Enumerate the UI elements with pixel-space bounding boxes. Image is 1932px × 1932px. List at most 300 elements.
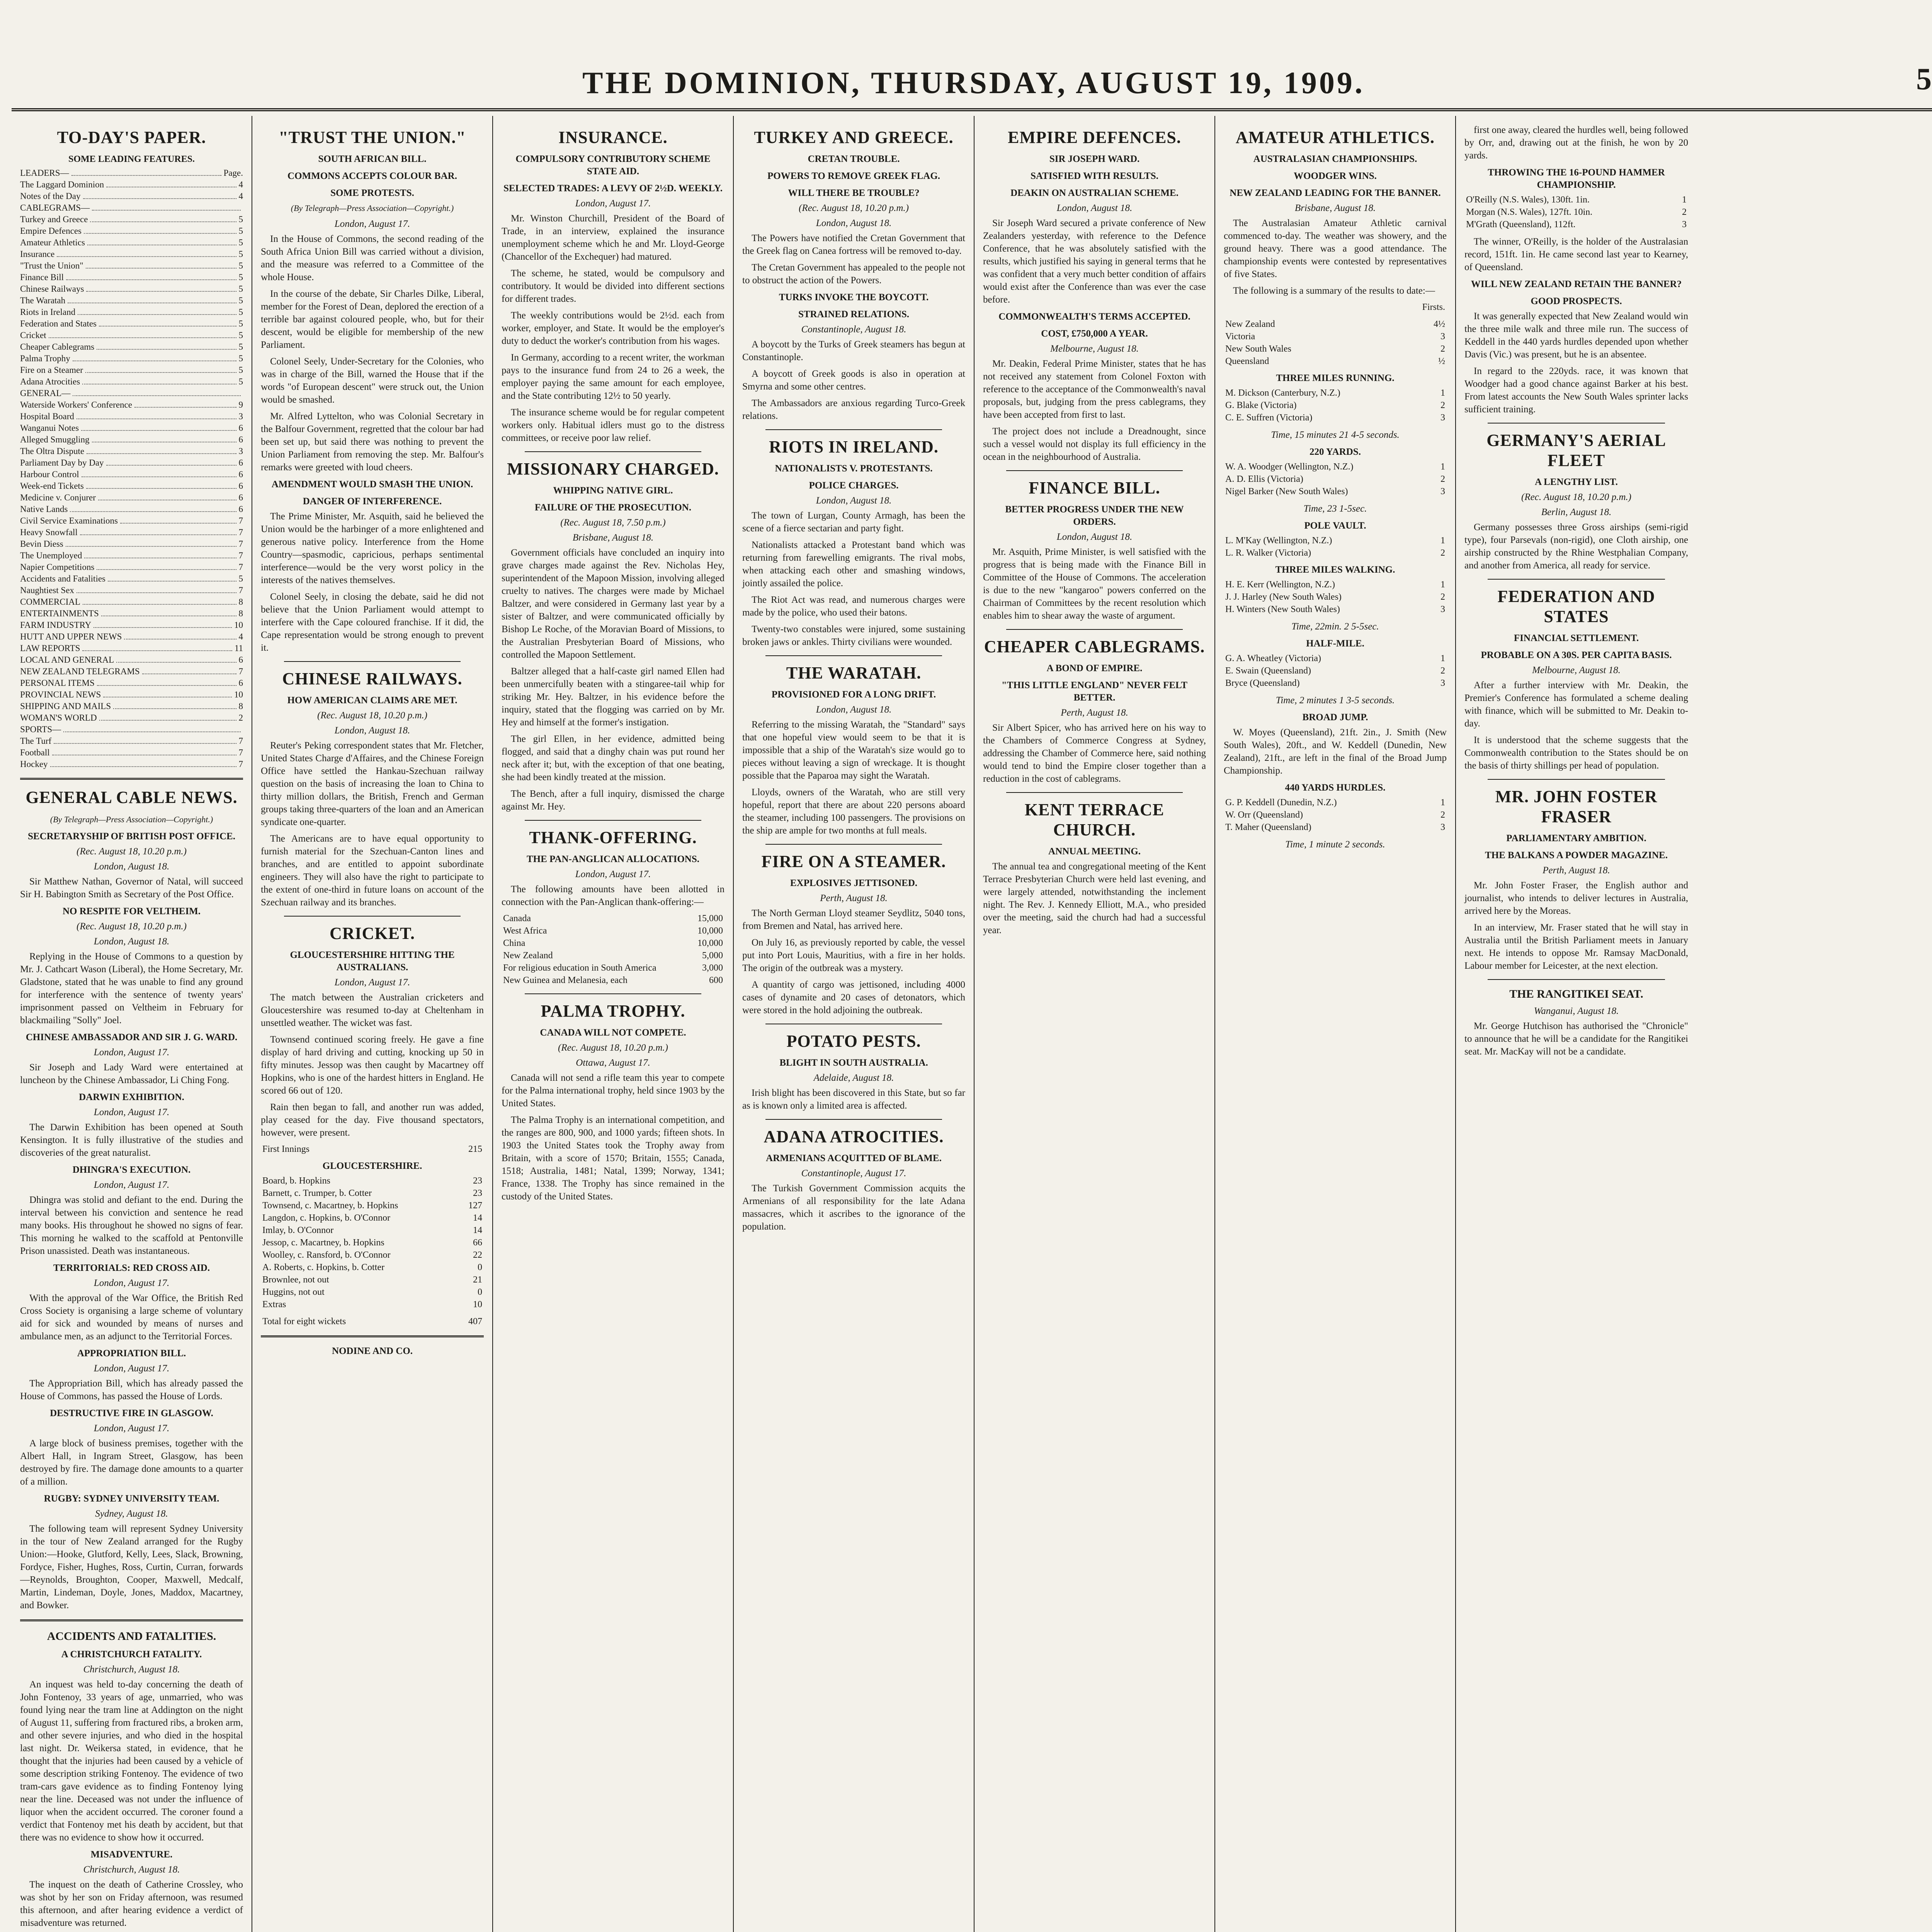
innings-score: 215 [468, 1144, 482, 1154]
contents-page: 6 [238, 435, 243, 444]
row-value: 4½ [1434, 319, 1445, 329]
contents-item [20, 759, 243, 770]
row-label: Huggins, not out [262, 1287, 325, 1297]
row-value: 3 [1440, 822, 1445, 832]
contents-label: Cheaper Cablegrams [20, 342, 95, 352]
row-value: 127 [468, 1201, 482, 1211]
aerial-fleet-heading: GERMANY'S AERIAL FLEET [1486, 431, 1666, 470]
row-label: A. Roberts, c. Hopkins, b. Cotter [262, 1262, 384, 1272]
dateline: Wanganui, August 18. [1534, 1006, 1619, 1016]
article-paragraph: The Australasian Amateur Athletic carnival commenced to-day. The weather was showery, and the ground heavy. There was a good attendance. The championship events were contested by representatives of five States. [1224, 218, 1447, 279]
article-paragraph: Government officials have concluded an inquiry into grave charges made against the Rev. Nicholas Hey, superintendent of the Mapoon Mission, involving alleged cruelty to natives. The charges were made by Michael Baltzer, and were considered in Germany last year by a sister of Baltzer, and were communicated officially by Bishop Le Roche, of the Moravian Board of Missions, to the Australian Presbyterian Board of Missions, who controlled the Mapoon Settlement. [502, 548, 724, 660]
row-label: For religious education in South America [503, 963, 656, 973]
story-heading: NO RESPITE FOR VELTHEIM. [62, 906, 201, 917]
event-heading: THROWING THE 16-POUND HAMMER CHAMPIONSHIP. [1488, 167, 1665, 190]
contents-label: CABLEGRAMS— [20, 203, 90, 213]
leader-dots [134, 399, 236, 408]
dateline: London, August 17. [94, 1047, 170, 1058]
contents-label: Waterside Workers' Conference [20, 400, 132, 410]
article-subheading: SOME PROTESTS. [330, 188, 414, 198]
article-subheading: EXPLOSIVES JETTISONED. [790, 878, 918, 888]
contents-label: SPORTS— [20, 724, 61, 734]
row-label: H. Winters (New South Wales) [1225, 604, 1340, 614]
table-row [1224, 677, 1447, 689]
article-paragraph: Reuter's Peking correspondent states that Mr. Fletcher, United States Charge d'Affaires, and the Chinese Foreign Office have settled the Hankau-Szechuan railway question on the basis of increasing the loan to China to thirty million dollars, the British, French and German groups taking three-quarters of the loan and an American syndicate one-quarter. [261, 740, 484, 827]
fire-steamer-heading: FIRE ON A STEAMER. [761, 852, 946, 871]
dateline: London, August 17. [94, 1107, 170, 1117]
dateline: London, August 18. [1056, 203, 1133, 213]
article-paragraph: The weekly contributions would be 2½d. each from worker, employer, and State. It would be the employer's duty to deduct the worker's contribution from his wages. [502, 310, 724, 346]
leader-dots [98, 492, 236, 500]
table-row [1224, 412, 1447, 424]
contents-item [20, 388, 243, 399]
cheaper-cablegrams-heading: CHEAPER CABLEGRAMS. [984, 637, 1205, 656]
row-label: Imlay, b. O'Connor [262, 1225, 334, 1235]
team-name: GLOUCESTERSHIRE. [322, 1161, 422, 1171]
received-line: (Rec. August 18, 10.20 p.m.) [77, 921, 187, 932]
article-paragraph: Nationalists attacked a Protestant band which was returning from farewelling emigrants. The rival mobs, when attacking each other and smashing windows, jointly assailed the police. [742, 540, 965, 588]
allocations-table [502, 912, 724, 986]
article-subheading: AUSTRALASIAN CHAMPIONSHIPS. [1253, 154, 1417, 164]
column-5 [975, 116, 1215, 1932]
row-value: 1 [1440, 536, 1445, 546]
event-time: Time, 22min. 2 5-5sec. [1291, 621, 1379, 632]
row-value: 2 [1682, 207, 1687, 217]
contents-page: 5 [238, 377, 243, 386]
contents-page: 5 [238, 249, 243, 259]
innings-label: First Innings [262, 1144, 310, 1154]
article-paragraph: The scheme, he stated, would be compulsory and contributory. It would be divided into different sections for different trades. [502, 268, 724, 304]
contents-item [20, 260, 243, 272]
leader-dots [82, 376, 236, 384]
row-value: 66 [473, 1238, 482, 1248]
contents-item [20, 619, 243, 631]
contents-page: 5 [238, 214, 243, 224]
divider [1006, 470, 1183, 471]
total-label: Total for eight wickets [262, 1316, 346, 1327]
contents-label: Alleged Smuggling [20, 435, 90, 444]
event-heading: HALF-MILE. [1306, 638, 1364, 649]
contents-page: 6 [238, 504, 243, 514]
contents-page: 8 [238, 701, 243, 711]
contents-label: HUTT AND UPPER NEWS [20, 632, 122, 641]
contents-page: 6 [238, 493, 243, 502]
table-row [502, 974, 724, 986]
divider [1488, 779, 1665, 780]
leader-dots [50, 759, 236, 767]
row-label: L. R. Walker (Victoria) [1225, 548, 1311, 558]
dateline: Perth, August 18. [1543, 865, 1610, 876]
contents-page: 5 [238, 365, 243, 375]
innings-total [261, 1143, 484, 1155]
divider [525, 820, 701, 821]
table-row [261, 1298, 484, 1311]
row-label: J. J. Harley (New South Wales) [1225, 592, 1342, 602]
divider [765, 844, 942, 845]
contents-page: 5 [238, 261, 243, 270]
dateline: London, August 17. [334, 219, 410, 229]
article-paragraph: Mr. Asquith, Prime Minister, is well satisfied with the progress that is being made with the Finance Bill in Committee of the House of Commons. The acceleration is due to the new "kangaroo" powers conferred on the Chairman of Committees by the recent resolution which enables him to shear away the waste of argument. [983, 547, 1206, 621]
leader-dots [81, 422, 236, 431]
leader-dots [82, 469, 236, 477]
riots-heading: RIOTS IN IRELAND. [769, 437, 939, 456]
contents-item [20, 596, 243, 608]
row-label: West Africa [503, 926, 547, 936]
contents-page: 3 [238, 412, 243, 421]
article-paragraph: The girl Ellen, in her evidence, admitted being flogged, and said that a dinghy chain was put round her neck after it; but, with the exception of that one beating, she had been kindly treated at the mission. [502, 734, 724, 782]
contents-label: Notes of the Day [20, 191, 81, 201]
article-subheading: SOUTH AFRICAN BILL. [318, 154, 427, 164]
column-1 [12, 116, 252, 1932]
article-body [983, 546, 1206, 622]
row-value: 600 [709, 975, 723, 985]
leader-dots [70, 503, 236, 512]
contents-page: 5 [238, 296, 243, 305]
story-heading: DESTRUCTIVE FIRE IN GLASGOW. [50, 1408, 213, 1418]
contents-label: The Waratah [20, 296, 66, 305]
article-paragraph: In the course of the debate, Sir Charles Dilke, Liberal, member for the Forest of Dean, deplored the erection of a terrible bar against coloured people, who, but for their descent, would be eligible for membership of the new Parliament. [261, 289, 484, 350]
leader-dots [77, 585, 236, 593]
event-heading: 440 YARDS HURDLES. [1285, 782, 1386, 793]
row-label: Victoria [1225, 332, 1255, 342]
contents-item [20, 747, 243, 759]
contents-item [20, 364, 243, 376]
article-paragraph: The match between the Australian cricketers and Gloucestershire was resumed to-day at Cheltenham in unsettled weather. The wicket was fast. [261, 992, 484, 1028]
story-heading: SECRETARYSHIP OF BRITISH POST OFFICE. [28, 831, 235, 842]
table-row [502, 949, 724, 962]
received-line: (Rec. August 18, 10.20 p.m.) [77, 846, 187, 857]
contents-item [20, 295, 243, 306]
divider [284, 916, 461, 917]
contents-item [20, 318, 243, 330]
leader-dots [78, 306, 236, 315]
column-7 [1456, 116, 1697, 1932]
dateline: London, August 18. [816, 704, 892, 715]
article-paragraph: The Prime Minister, Mr. Asquith, said he believed the Union would be the harbinger of a more enlightened and generous native policy. Interference from the Home Country—spasmodic, capricious, perhaps sentimental interference—would be the very worst policy in the interests of the natives themselves. [261, 511, 484, 585]
article-subheading: PARLIAMENTARY AMBITION. [1506, 833, 1646, 844]
article-paragraph: The Ambassadors are anxious regarding Turco-Greek relations. [742, 398, 965, 421]
contents-page: 9 [238, 400, 243, 410]
story-body: An inquest was held to-day concerning the death of John Fontenoy, 33 years of age, unmarried, who was found lying near the tram line at Addington on the night of August 11, suffering from fractured ribs, a broken arm, and other severe injuries, and who died in the hospital last night. Dr. Weikersa stated, in evidence, that he thought that the injuries had been caused by a vehicle of some description striking Fontenoy. The evidence of two tram-cars gave evidence as to finding Fontenoy lying near the line. Deceased was not under the influence of liquor when the accident occurred. The coroner found a verdict that Fontenoy met his death by accident, but that there was no evidence to show how it occurred. [20, 1679, 243, 1843]
contents-label: Week-end Tickets [20, 481, 84, 491]
row-label: Board, b. Hopkins [262, 1176, 330, 1186]
cricket-heading: CRICKET. [329, 924, 415, 943]
dateline: London, August 17. [575, 198, 651, 209]
turkey-greece-heading: TURKEY AND GREECE. [754, 128, 954, 147]
row-label: Barnett, c. Trumper, b. Cotter [262, 1188, 372, 1198]
leader-dots [90, 214, 236, 222]
article-paragraph: Baltzer alleged that a half-caste girl named Ellen had been unmercifully beaten with a stingaree-tail whip for striking Mr. Hey. Baltzer, in his evidence before the inquiry, stated that the flogging was carried on by Mr. Hey and himself at the former's instigation. [502, 666, 724, 728]
dateline: London, August 17. [94, 1180, 170, 1190]
event-heading: THREE MILES WALKING. [1275, 565, 1395, 575]
contents-label: The Oltra Dispute [20, 446, 85, 456]
contents-label: Adana Atrocities [20, 377, 80, 386]
contents-page: 6 [238, 469, 243, 479]
row-value: 1 [1440, 798, 1445, 808]
contents-page: 6 [238, 678, 243, 688]
dateline: Constantinople, August 18. [801, 324, 906, 335]
article-body [983, 721, 1206, 785]
story-heading: DHINGRA'S EXECUTION. [72, 1165, 191, 1175]
todays-paper-heading: TO-DAY'S PAPER. [57, 128, 206, 147]
contents-page: 5 [238, 354, 243, 363]
potato-pests-heading: POTATO PESTS. [786, 1032, 921, 1051]
table-row [1224, 547, 1447, 559]
story-body: The Darwin Exhibition has been opened at South Kensington. It is fully illustrative of the studies and discoveries of the great naturalist. [20, 1122, 243, 1158]
contents-item [20, 283, 243, 295]
article-paragraph: A boycott by the Turks of Greek steamers has begun at Constantinople. [742, 339, 965, 362]
article-paragraph: A quantity of cargo was jettisoned, including 4000 cases of dynamite and 20 cases of detonators, which were stored in the hold adjoining the outbreak. [742, 980, 965, 1015]
contents-label: Fire on a Steamer [20, 365, 83, 375]
leader-dots [99, 712, 236, 721]
received-line: (Rec. August 18, 10.20 p.m.) [1521, 492, 1631, 502]
event-heading: BROAD JUMP. [1302, 712, 1368, 723]
contents-page: 5 [238, 284, 243, 294]
dateline: Sydney, August 18. [95, 1509, 168, 1519]
row-value: 2 [1440, 344, 1445, 354]
article-subheading: STRAINED RELATIONS. [798, 309, 910, 320]
contents-page: 4 [238, 632, 243, 641]
amateur-athletics-heading: AMATEUR ATHLETICS. [1235, 128, 1435, 147]
masthead-rule [12, 108, 1932, 111]
contents-page: 5 [238, 272, 243, 282]
divider [1006, 629, 1183, 630]
article-subheading: DANGER OF INTERFERENCE. [303, 496, 442, 507]
contents-page: 11 [234, 643, 243, 653]
row-label: Brownlee, not out [262, 1275, 329, 1285]
dateline: Christchurch, August 18. [83, 1864, 180, 1875]
masthead [0, 0, 1932, 116]
article-subheading: SELECTED TRADES: A LEVY OF 2½D. WEEKLY. [503, 183, 723, 194]
row-label: Nigel Barker (New South Wales) [1225, 486, 1348, 497]
dateline: London, August 18. [816, 218, 892, 228]
table-row [502, 912, 724, 925]
row-label: M. Dickson (Canterbury, N.Z.) [1225, 388, 1340, 398]
article-subheading: POWERS TO REMOVE GREEK FLAG. [767, 171, 940, 181]
dateline: London, August 18. [94, 861, 170, 872]
row-label: L. M'Kay (Wellington, N.Z.) [1225, 536, 1332, 546]
article-paragraph: Germany possesses three Gross airships (semi-rigid type), four Parsevals (non-rigid), one Cloth airship, one airship constructed by the Rhine Westphalian Company, and another from America, all ready for service. [1464, 522, 1688, 571]
article-paragraph: In Germany, according to a recent writer, the workman pays to the insurance fund from 24 to 26 a week, the employer paying the same amount for each employee, and the State contributing 12½ to 50 yearly. [502, 352, 724, 401]
story-body: Replying in the House of Commons to a question by Mr. J. Cathcart Wason (Liberal), the Home Secretary, Mr. Gladstone, stated that he was unable to find any ground for interference with the sentence of twenty years' imprisonment passed on Veltheim in February for blackmailing "Solly" Joel. [20, 951, 243, 1026]
contents-page: 8 [238, 597, 243, 607]
event-results [1224, 796, 1447, 833]
general-cable-stories [20, 830, 243, 1612]
contents-page: 6 [238, 481, 243, 491]
divider [525, 993, 701, 994]
contents-label: COMMERCIAL [20, 597, 80, 607]
article-paragraph: Colonel Seely, in closing the debate, said he did not believe that the Union Parliament would attempt to interfere with the Cape coloured franchise. If it did, the Cape representation would be strong enough to prevent it. [261, 592, 484, 653]
table-row [1464, 218, 1688, 231]
row-value: 1 [1440, 388, 1445, 398]
table-row [1224, 534, 1447, 547]
divider [1488, 579, 1665, 580]
row-label: Langdon, c. Hopkins, b. O'Connor [262, 1213, 390, 1223]
article-body [261, 510, 484, 654]
contents-label: WOMAN'S WORLD [20, 713, 97, 723]
table-row [261, 1274, 484, 1286]
contents-page: 3 [238, 446, 243, 456]
table-row [1224, 485, 1447, 498]
leader-dots [68, 295, 236, 303]
leader-dots [54, 735, 236, 744]
todays-paper-subheading: SOME LEADING FEATURES. [68, 154, 195, 164]
event-time: Time, 1 minute 2 seconds. [1285, 839, 1385, 850]
table-row [261, 1249, 484, 1261]
article-subheading: COMPULSORY CONTRIBUTORY SCHEME STATE AID. [515, 154, 711, 177]
dateline: London, August 17. [94, 1423, 170, 1434]
table-row [261, 1187, 484, 1199]
story-body: A large block of business premises, together with the Albert Hall, in Ingram Street, Glasgow, has been destroyed by fire. The damage done amounts to a quarter of a million. [20, 1438, 243, 1487]
article-subheading: THE BALKANS A POWDER MAGAZINE. [1485, 850, 1668, 861]
article-subheading: WHIPPING NATIVE GIRL. [553, 485, 673, 496]
article-paragraph: Lloyds, owners of the Waratah, who are still very hopeful, report that there are about 220 persons aboard the steamer, including 100 passengers. The provisions on the ship are ample for two months at full meals. [742, 787, 965, 836]
story-heading: MISADVENTURE. [90, 1849, 173, 1860]
finance-bill-heading: FINANCE BILL. [1029, 478, 1160, 497]
article-body [742, 232, 965, 287]
nodine-advert: NODINE AND CO. [332, 1346, 413, 1356]
dateline: London, August 18. [1056, 532, 1133, 542]
leader-dots [73, 388, 241, 396]
contents-label: The Unemployed [20, 551, 82, 560]
article-paragraph: Mr. Deakin, Federal Prime Minister, states that he has not received any statement from Colonel Foxton with reference to the acceptance of the Commonwealth's naval proposals, but, judging from the press cablegrams, they have been accepted from first to last. [983, 359, 1206, 420]
leader-dots [86, 260, 236, 269]
story-body: The inquest on the death of Catherine Crossley, who was shot by her son on Friday afternoon, was resumed this afternoon, and after hearing evidence a verdict of misadventure was returned. [20, 1879, 243, 1928]
scorecard [261, 1175, 484, 1311]
table-row [1224, 330, 1447, 343]
leader-dots [85, 364, 236, 373]
contents-item [20, 411, 243, 422]
leader-dots [77, 411, 236, 419]
event-heading: THREE MILES RUNNING. [1276, 373, 1395, 383]
kent-terrace-heading: KENT TERRACE CHURCH. [1024, 800, 1165, 839]
article-paragraph: The annual tea and congregational meeting of the Kent Terrace Presbyterian Church were held last evening, and were largely attended, notwithstanding the inclement night. The Rev. J. Kennedy Elliott, M.A., who presided over the meeting, said the church had had a successful year. [983, 861, 1206, 935]
dateline: London, August 17. [94, 1363, 170, 1374]
article-subheading: ANNUAL MEETING. [1048, 846, 1141, 857]
article-paragraph: The Palma Trophy is an international competition, and the ranges are 800, 900, and 1000 yards; fifteen shots. In 1903 the United States took the Trophy away from Britain, with a score of 1570; Britain, 1555; Canada, 1518; Australia, 1481; Natal, 1399; Norway, 1341; France, 1338. The Trophy has since remained in the custody of the United States. [502, 1115, 724, 1202]
row-label: W. Orr (Queensland) [1225, 810, 1303, 820]
row-label: A. D. Ellis (Victoria) [1225, 474, 1303, 484]
article-body [742, 338, 965, 422]
contents-item [20, 724, 243, 735]
contents-page: 7 [238, 759, 243, 769]
article-subheading: PROBABLE ON A 30S. PER CAPITA BASIS. [1481, 650, 1672, 660]
dateline: London, August 17. [334, 977, 410, 988]
divider [525, 451, 701, 452]
article-paragraph: The following is a summary of the results to date:— [1233, 286, 1435, 296]
row-label: C. E. Suffren (Victoria) [1225, 413, 1313, 423]
row-label: New Zealand [503, 951, 553, 961]
table-row [1224, 473, 1447, 485]
article-subheading: HOW AMERICAN CLAIMS ARE MET. [287, 695, 457, 706]
contents-item [20, 666, 243, 677]
table-row [261, 1212, 484, 1224]
table-row [261, 1236, 484, 1249]
contents-page: 5 [238, 342, 243, 352]
contents-item [20, 341, 243, 353]
article-body [1464, 1020, 1688, 1058]
contents-item [20, 469, 243, 480]
article-paragraph: Colonel Seely, Under-Secretary for the Colonies, who was in charge of the Bill, warned the House that if the words "of European descent" were struck out, the Union would be smashed. [261, 356, 484, 405]
row-value: 3 [1440, 486, 1445, 497]
leader-dots [92, 202, 241, 211]
contents-item [20, 330, 243, 341]
leader-dots [84, 550, 236, 558]
contents-item [20, 538, 243, 550]
leader-dots [116, 654, 236, 663]
story-body: With the approval of the War Office, the British Red Cross Society is organising a large scheme of voluntary aid for sick and wounded by means of nurses and ambulance men, as an adjunct to the Territorial Forces. [20, 1293, 243, 1342]
leader-dots [142, 666, 236, 674]
story-body: Dhingra was stolid and defiant to the end. During the interval between his conviction and sentence he read many books. His throughout he showed no signs of fear. This morning he walked to the scaffold at Pentonville Prison unassisted. Death was instantaneous. [20, 1195, 243, 1256]
palma-heading: PALMA TROPHY. [541, 1002, 685, 1020]
article-body [983, 860, 1206, 937]
dateline: London, August 18. [94, 936, 170, 947]
article-subheading: DEAKIN ON AUSTRALIAN SCHEME. [1010, 188, 1179, 198]
article-paragraph: The winner, O'Reilly, is the holder of the Australasian record, 151ft. 1in. He came second last year to Kearney, of Queensland. [1464, 236, 1688, 272]
table-row [1464, 194, 1688, 206]
contents-page: 5 [238, 574, 243, 583]
article-subheading: "THIS LITTLE ENGLAND" NEVER FELT BETTER. [1001, 680, 1188, 703]
contents-item [20, 515, 243, 527]
contents-label: Hockey [20, 759, 48, 769]
article-subheading: BLIGHT IN SOUTH AUSTRALIA. [779, 1058, 928, 1068]
row-label: New Zealand [1225, 319, 1275, 329]
event-time: Time, 15 minutes 21 4-5 seconds. [1271, 430, 1400, 440]
table-row [261, 1175, 484, 1187]
leader-dots [103, 689, 232, 697]
article-body [1224, 217, 1447, 297]
row-label: Jessop, c. Macartney, b. Hopkins [262, 1238, 384, 1248]
divider [20, 1619, 243, 1621]
contents-label: Civil Service Examinations [20, 516, 118, 526]
article-subheading: ARMENIANS ACQUITTED OF BLAME. [766, 1153, 942, 1163]
contents-item [20, 214, 243, 225]
dateline: Perth, August 18. [1061, 707, 1128, 718]
article-subheading: WOODGER WINS. [1294, 171, 1377, 181]
event-heading: POLE VAULT. [1304, 520, 1366, 531]
article-paragraph: Mr. Winston Churchill, President of the Board of Trade, in an interview, explained the insurance unemployment scheme which he and Mr. Lloyd-George (Chancellor of the Exchequer) had matured. [502, 213, 724, 262]
row-label: T. Maher (Queensland) [1225, 822, 1311, 832]
story-body: The Appropriation Bill, which has already passed the House of Commons, has passed the House of Lords. [20, 1378, 243, 1401]
row-value: 3 [1682, 219, 1687, 230]
contents-label: Turkey and Greece [20, 214, 88, 224]
article-body [983, 217, 1206, 306]
row-label: Bryce (Queensland) [1225, 678, 1300, 688]
thank-offering-heading: THANK-OFFERING. [529, 828, 697, 847]
article-paragraph: The insurance scheme would be for regular competent workers only. Habitual idlers must go to the distress committees, or receive poor law relief. [502, 407, 724, 443]
contents-item [20, 735, 243, 747]
row-value: 1 [1682, 195, 1687, 205]
scorecard-total [261, 1315, 484, 1328]
article-paragraph: The North German Lloyd steamer Seydlitz, 5040 tons, from Bremen and Natal, has arrived here. [742, 908, 965, 931]
leader-dots [87, 446, 236, 454]
divider [765, 655, 942, 656]
event-results [1224, 578, 1447, 616]
row-value: 1 [1440, 462, 1445, 472]
dateline: Berlin, August 18. [1541, 507, 1612, 517]
dateline: London, August 18. [334, 725, 410, 736]
article-subheading: CRETAN TROUBLE. [808, 154, 900, 164]
waratah-heading: THE WARATAH. [786, 663, 922, 682]
leader-dots [66, 272, 236, 280]
row-label: Canada [503, 913, 531, 923]
contents-item [20, 422, 243, 434]
dateline: Adelaide, August 18. [813, 1073, 894, 1083]
contents-item [20, 190, 243, 202]
dateline: London, August 18. [816, 495, 892, 506]
row-value: 15,000 [697, 913, 723, 923]
divider [284, 661, 461, 662]
